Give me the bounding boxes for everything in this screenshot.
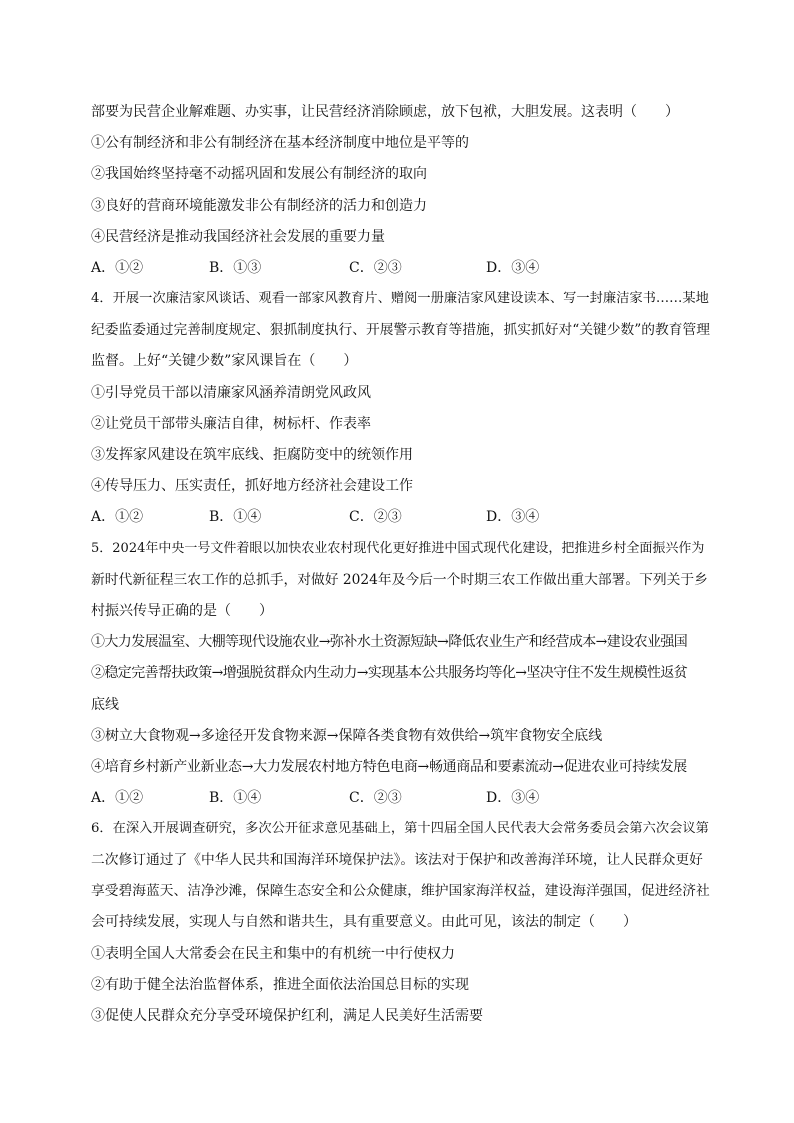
q5-statement-4: ④培育乡村新产业新业态→大力发展农村地方特色电商→畅通商品和要素流动→促进农业可持续发展	[91, 759, 687, 775]
q6-statement-2: ②有助于健全法治监督体系，推进全面依法治国总目标的实现	[91, 977, 469, 993]
q5-options	[91, 788, 711, 808]
q4-stem-line-2: 纪委监委通过完善制度规定、狠抓制度执行、开展警示教育等措施，抓实抓好对“关键少数”的教育管理	[91, 322, 711, 338]
q5-statement-2: ②稳定完善帮扶政策→增强脱贫群众内生动力→实现基本公共服务均等化→坚决守住不发生规模性返贫	[91, 665, 688, 681]
q5-option-a[interactable]: A．①②	[91, 790, 144, 806]
q4-option-c[interactable]: C．②③	[349, 509, 402, 525]
q3-option-d[interactable]: D．③④	[486, 260, 540, 276]
q3-statement-2: ②我国始终坚持毫不动摇巩固和发展公有制经济的取向	[91, 166, 427, 182]
q5-option-c[interactable]: C．②③	[349, 790, 402, 806]
q3-stem-tail: 部要为民营企业解难题、办实事，让民营经济消除顾虑，放下包袱，大胆发展。这表明（ ）	[91, 104, 679, 120]
q6-stem-line-2: 二次修订通过了《中华人民共和国海洋环境保护法》。该法对于保护和改善海洋环境，让人民群众更好	[91, 852, 703, 868]
q5-stem-line-1: 5．2024年中央一号文件着眼以加快农业农村现代化更好推进中国式现代化建设，把推进乡村全面振兴作为	[91, 541, 705, 556]
q4-options	[91, 507, 711, 527]
q4-option-d[interactable]: D．③④	[486, 509, 540, 525]
q3-statement-4: ④民营经济是推动我国经济社会发展的重要力量	[91, 229, 385, 245]
q6-statement-3: ③促使人民群众充分享受环境保护红利，满足人民美好生活需要	[91, 1008, 483, 1024]
q3-option-b[interactable]: B．①③	[209, 260, 262, 276]
q3-options	[91, 258, 711, 278]
q4-statement-1: ①引导党员干部以清廉家风涵养清朗党风政风	[91, 385, 371, 401]
q5-statement-1: ①大力发展温室、大棚等现代设施农业→弥补水土资源短缺→降低农业生产和经营成本→建设农业强国	[91, 634, 688, 650]
q4-option-a[interactable]: A．①②	[91, 509, 144, 525]
q5-statement-2-cont: 底线	[91, 697, 119, 713]
q6-stem-line-4: 会可持续发展，实现人与自然和谐共生，具有重要意义。由此可见，该法的制定（ ）	[91, 914, 637, 930]
q5-statement-3: ③树立大食物观→多途径开发食物来源→保障各类食物有效供给→筑牢食物安全底线	[91, 728, 603, 744]
q6-stem-line-1: 6．在深入开展调查研究，多次公开征求意见基础上，第十四届全国人民代表大会常务委员会第六次会议第	[91, 821, 709, 836]
q5-stem-line-2: 新时代新征程三农工作的总抓手，对做好 2024年及今后一个时期三农工作做出重大部署。下列关于乡	[91, 572, 708, 588]
q6-stem-line-3: 享受碧海蓝天、洁净沙滩，保障生态安全和公众健康，维护国家海洋权益，建设海洋强国，促进经济社	[91, 883, 710, 899]
q5-stem-line-3: 村振兴传导正确的是（ ）	[91, 603, 273, 619]
q3-option-a[interactable]: A．①②	[91, 260, 144, 276]
q5-option-b[interactable]: B．①④	[209, 790, 262, 806]
q6-statement-1: ①表明全国人大常委会在民主和集中的有机统一中行使权力	[91, 946, 455, 962]
q3-option-c[interactable]: C．②③	[349, 260, 402, 276]
q4-option-b[interactable]: B．①④	[209, 509, 262, 525]
q4-stem-line-3: 监督。上好“关键少数”家风课旨在（ ）	[91, 353, 358, 369]
q4-statement-2: ②让党员干部带头廉洁自律，树标杆、作表率	[91, 416, 371, 432]
q4-statement-4: ④传导压力、压实责任，抓好地方经济社会建设工作	[91, 478, 413, 494]
q4-statement-3: ③发挥家风建设在筑牢底线、拒腐防变中的统领作用	[91, 447, 413, 463]
q3-statement-1: ①公有制经济和非公有制经济在基本经济制度中地位是平等的	[91, 135, 469, 151]
q5-option-d[interactable]: D．③④	[486, 790, 540, 806]
q3-statement-3: ③良好的营商环境能激发非公有制经济的活力和创造力	[91, 198, 427, 214]
q4-stem-line-1: 4．开展一次廉洁家风谈话、观看一部家风教育片、赠阅一册廉洁家风建设读本、写一封廉洁家书……某地	[91, 291, 709, 306]
